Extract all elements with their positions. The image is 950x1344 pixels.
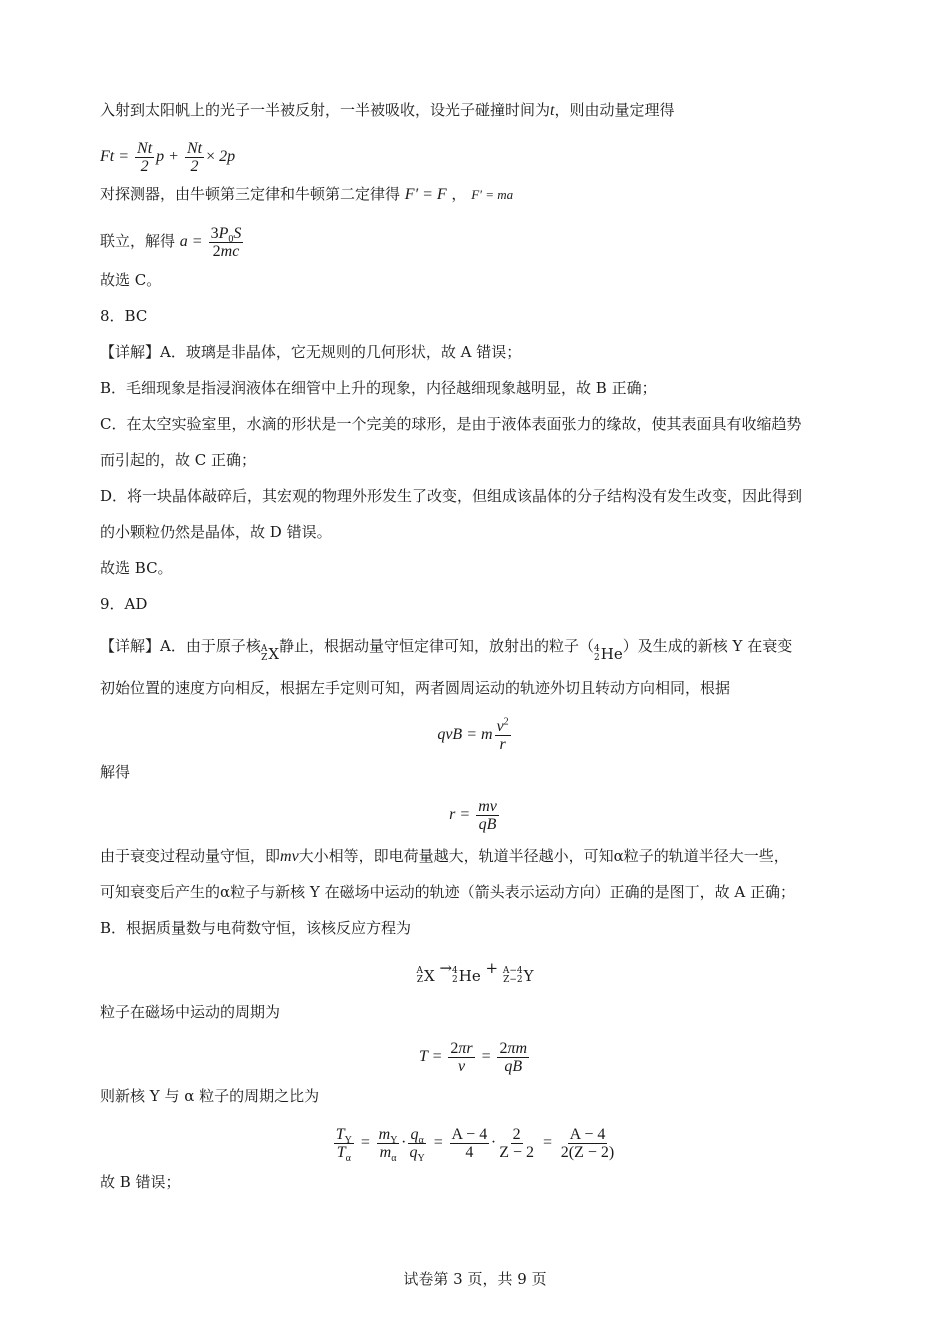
text-line: 故选 C。 [100,271,162,289]
text-line: B．毛细现象是指浸润液体在细管中上升的现象，内径越细现象越明显，故 B 正确； [100,379,657,397]
equation-period: T = $\frac{2\pi r}{v}$ = $\frac{2\pi m}{qB}$ [418,1040,528,1075]
text-line: 故选 BC。 [100,559,173,577]
text-line: 可知衰变后产生的α粒子与新核 Y 在磁场中运动的轨迹（箭头表示运动方向）正确的是图丁，故 A 正确； [100,883,795,901]
page-footer: 试卷第 3 页，共 9 页 [403,1270,547,1288]
text-line: 则新核 Y 与 α 粒子的周期之比为 [100,1087,320,1105]
text-line: 解得 [100,763,131,781]
text-line: 对探测器，由牛顿第三定律和牛顿第二定律得 F′ = F ， F′ = ma [100,185,514,203]
text-line: 联立，解得 a = $\frac{3P_0S}{2mc}$ [100,225,242,260]
equation-momentum: Ft = $\frac{Nt}{2}$ p + $\frac{Nt}{2}$ × 2p [100,140,236,175]
text-line: 的小颗粒仍然是晶体，故 D 错误。 [100,523,332,541]
equation-radius: r = $\frac{mv}{qB}$ [449,798,497,833]
text-line: 粒子在磁场中运动的周期为 [100,1003,281,1021]
text-line: 初始位置的速度方向相反，根据左手定则可知，两者圆周运动的轨迹外切且转动方向相同，根据 [100,679,731,697]
text-line: C．在太空实验室里，水滴的形状是一个完美的球形，是由于液体表面张力的缘故，使其表面具有收缩趋势 [100,415,802,433]
text-line: D．将一块晶体敲碎后，其宏观的物理外形发生了改变，但组成该晶体的分子结构没有发生改变，因此得到 [100,487,803,505]
question-9-answer: 9．AD [100,595,148,613]
text-line: 【详解】A．玻璃是非晶体，它无规则的几何形状，故 A 错误； [100,343,522,361]
text-line: 由于衰变过程动量守恒，即mv大小相等，即电荷量越大，轨道半径越小，可知α粒子的轨道半径大一些， [100,847,789,865]
var-t: t [550,102,555,119]
text-line: 【详解】A．由于原子核 A Z X静止，根据动量守恒定律可知，放射出的粒子（ 4 2 He）及生成的新核 Y 在衰变 [100,637,793,663]
text-line: 入射到太阳帆上的光子一半被反射，一半被吸收，设光子碰撞时间为t，则由动量定理得 [100,101,675,119]
equation-nuclear-reaction: A Z X → 4 2 He + A−4 Z−2 Y [416,959,534,985]
text-line: B．根据质量数与电荷数守恒，该核反应方程为 [100,919,412,937]
question-8-answer: 8．BC [100,307,148,325]
text-line: 而引起的，故 C 正确； [100,451,257,469]
text-line: 故 B 错误； [100,1173,181,1191]
equation-lorentz: qvB = m $\frac{v^2}{r}$ [437,716,509,753]
equation-period-ratio: $\frac{T_Y}{T_\alpha}$ = $\frac{m_Y}{m_\alpha}$ · $\frac{q_\alpha}{q_Y}$ = $\frac{A - 4}{4}$ · $\frac{2}{Z - 2}$ = $\frac{A - 4}{2(Z - 2)}$ [335,1126,615,1165]
